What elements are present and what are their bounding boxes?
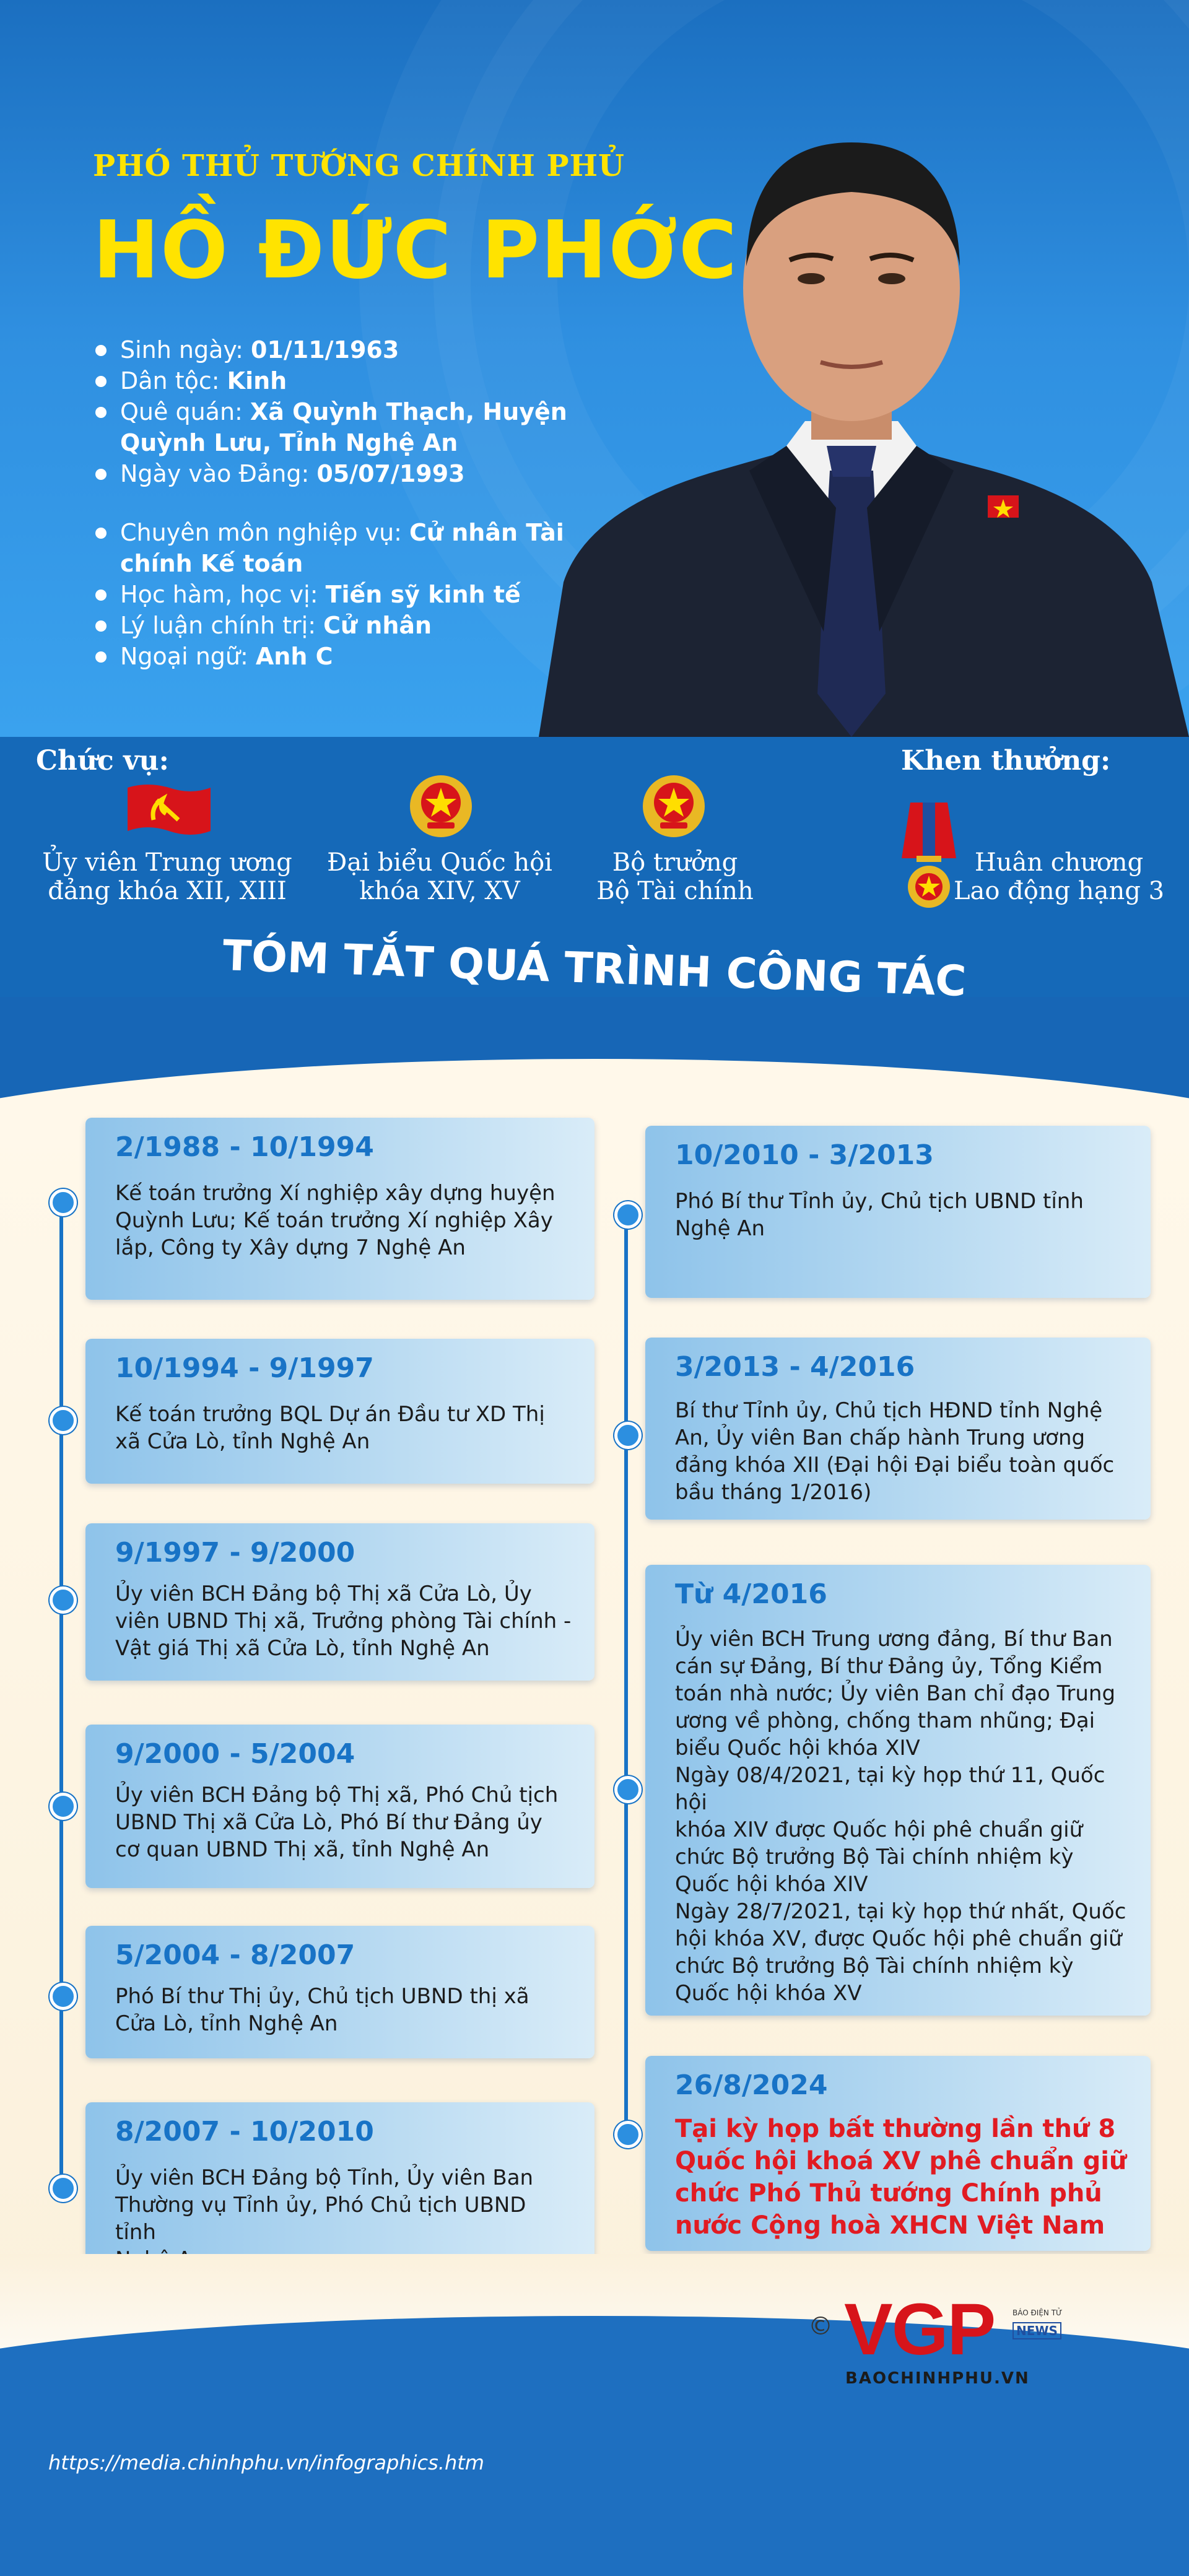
timeline-card — [85, 1523, 594, 1681]
summary-title: TÓM TẮT QUÁ TRÌNH CÔNG TÁC — [222, 931, 967, 1006]
national-emblem-icon — [409, 774, 473, 838]
position-party-committee: Ủy viên Trung ương đảng khóa XII, XIII — [42, 848, 292, 905]
timeline-period: 10/1994 - 9/1997 — [115, 1352, 374, 1384]
timeline-dot — [614, 1201, 642, 1229]
timeline-description: Tại kỳ họp bất thường lần thứ 8 Quốc hội khoá XV phê chuẩn giữ chức Phó Thủ tướng Chính phủ nước Cộng hoà XHCN Việt Nam — [675, 2115, 1127, 2240]
timeline-dot — [50, 2175, 77, 2202]
info-political-theory: Lý luận chính trị: Cử nhân — [93, 610, 601, 641]
timeline-dot — [614, 2121, 642, 2148]
timeline-description: Ủy viên BCH Đảng bộ Thị xã, Phó Chủ tịch UBND Thị xã Cửa Lò, Phó Bí thư Đảng ủy cơ quan UBND Thị xã, tỉnh Nghệ An — [115, 1783, 559, 1862]
timeline-dot — [50, 1407, 77, 1434]
timeline-period: 2/1988 - 10/1994 — [115, 1131, 374, 1163]
info-birth-date: Sinh ngày: 01/11/1963 — [93, 334, 601, 365]
info-foreign-language: Ngoại ngữ: Anh C — [93, 641, 601, 672]
positions-heading: Chức vụ: — [36, 745, 169, 777]
awards-heading: Khen thưởng: — [901, 745, 1111, 777]
info-academic-degree: Học hàm, học vị: Tiến sỹ kinh tế — [93, 579, 601, 610]
timeline-card — [85, 2102, 594, 2269]
info-profession: Chuyên môn nghiệp vụ: Cử nhân Tài chính Kế toán — [93, 517, 601, 579]
brand-tag: NEWS — [1013, 2322, 1061, 2339]
timeline-description: Ủy viên BCH Đảng bộ Thị xã Cửa Lò, Ủy viên UBND Thị xã, Trưởng phòng Tài chính - Vật giá Thị xã Cửa Lò, tỉnh Nghệ An — [115, 1582, 572, 1661]
timeline-description: Ủy viên BCH Trung ương đảng, Bí thư Ban cán sự Đảng, Bí thư Đảng ủy, Tổng Kiểm toán nhà nước; Ủy viên Ban chỉ đạo Trung ương về phòng, chống tham nhũng; Đại biểu Quốc hội khóa XIV Ngày 08/4/2021, tại kỳ họp thứ 11, Quốc hội khóa XIV được Quốc hội phê chuẩn giữ chức Bộ trưởng Bộ Tài chính nhiệm kỳ Quốc hội khóa XIV Ngày 28/7/2021, tại kỳ họp thứ nhất, Quốc hội khóa XV, được Quốc hội phê chuẩn giữ chức Bộ trưởng Bộ Tài chính nhiệm kỳ Quốc hội khóa XV — [675, 1627, 1126, 2006]
timeline-period: 8/2007 - 10/2010 — [115, 2116, 374, 2147]
timeline-period: Từ 4/2016 — [675, 1578, 827, 1610]
brand-tag-top: BÁO ĐIỆN TỬ — [1013, 2308, 1063, 2317]
timeline-description: Kế toán trưởng BQL Dự án Đầu tư XD Thị xã Cửa Lò, tỉnh Nghệ An — [115, 1402, 545, 1454]
timeline-line-right — [624, 1208, 628, 2131]
timeline-dot — [614, 1422, 642, 1449]
timeline-dot — [50, 1189, 77, 1216]
award-labor-medal: Huân chương Lao động hạng 3 — [953, 848, 1165, 905]
timeline-description: Bí thư Tỉnh ủy, Chủ tịch HĐND tỉnh Nghệ An, Ủy viên Ban chấp hành Trung ương đảng khóa XII (Đại hội Đại biểu toàn quốc bầu tháng 1/2016) — [675, 1398, 1115, 1505]
timeline-description: Phó Bí thư Thị ủy, Chủ tịch UBND thị xã Cửa Lò, tỉnh Nghệ An — [115, 1984, 529, 2036]
timeline-dot — [50, 1586, 77, 1614]
position-finance-minister: Bộ trưởng Bộ Tài chính — [596, 848, 754, 905]
timeline-dot — [614, 1776, 642, 1803]
party-flag-icon — [123, 781, 216, 840]
timeline-card — [645, 1565, 1151, 2016]
header-section — [0, 0, 1189, 737]
timeline-card — [85, 1339, 594, 1484]
copyright-symbol: © — [808, 2312, 833, 2341]
national-emblem-icon — [642, 774, 706, 838]
timeline-period: 5/2004 - 8/2007 — [115, 1939, 355, 1971]
source-url[interactable]: https://media.chinhphu.vn/infographics.htm — [48, 2451, 484, 2474]
brand-site: BAOCHINHPHU.VN — [845, 2369, 1030, 2388]
timeline-card-highlight — [645, 2056, 1151, 2251]
vgp-logo — [808, 2291, 1068, 2396]
subtitle: PHÓ THỦ TƯỚNG CHÍNH PHỦ — [93, 149, 625, 183]
timeline-period: 9/2000 - 5/2004 — [115, 1738, 355, 1770]
personal-info-list — [93, 334, 601, 489]
timeline-period: 26/8/2024 — [675, 2069, 828, 2101]
timeline-dot — [50, 1793, 77, 1820]
timeline-description: Kế toán trưởng Xí nghiệp xây dựng huyện Quỳnh Lưu; Kế toán trưởng Xí nghiệp Xây lắp, Công ty Xây dựng 7 Nghệ An — [115, 1181, 555, 1260]
brand-mark: VGP — [844, 2289, 995, 2370]
timeline-description: Ủy viên BCH Đảng bộ Tỉnh, Ủy viên Ban Thường vụ Tỉnh ủy, Phó Chủ tịch UBND tỉnh — [115, 2165, 534, 2245]
timeline-card — [85, 1725, 594, 1888]
timeline-description: Phó Bí thư Tỉnh ủy, Chủ tịch UBND tỉnh Nghệ An — [675, 1189, 1084, 1241]
position-national-assembly: Đại biểu Quốc hội khóa XIV, XV — [327, 848, 552, 905]
timeline-card — [645, 1338, 1151, 1520]
person-name: HỒ ĐỨC PHỚC — [93, 204, 738, 297]
timeline-line-left — [59, 1192, 63, 2196]
timeline-period: 10/2010 - 3/2013 — [675, 1139, 934, 1171]
timeline-card — [85, 1926, 594, 2058]
timeline-dot — [50, 1983, 77, 2010]
education-info-list — [93, 517, 601, 672]
timeline-period: 9/1997 - 9/2000 — [115, 1537, 355, 1569]
info-party-join-date: Ngày vào Đảng: 05/07/1993 — [93, 458, 601, 489]
info-ethnicity: Dân tộc: Kinh — [93, 365, 601, 396]
info-hometown: Quê quán: Xã Quỳnh Thạch, Huyện Quỳnh Lưu, Tỉnh Nghệ An — [93, 396, 601, 458]
timeline-period: 3/2013 - 4/2016 — [675, 1351, 915, 1383]
timeline-card — [645, 1126, 1151, 1298]
timeline-card — [85, 1118, 594, 1300]
